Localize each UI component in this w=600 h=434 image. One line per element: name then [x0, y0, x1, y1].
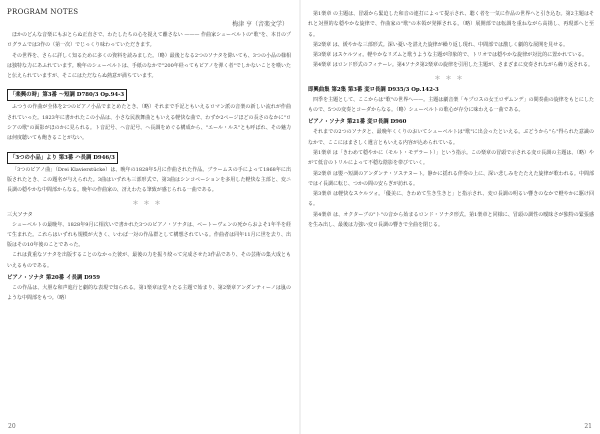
movement-4-text: 第4楽章 はロンド形式のフィナーレ。第4ソナタ第2楽章の旋律を引用した主題が、さまざまに変奏されながら繰り返される。 [313, 62, 593, 69]
sonata-21-movement-1: 第1楽章 は「きわめて穏やかに（モルト・モデラート）」という指示。この楽章の冒頭で示される変ロ長調の主題は、（略）やがて低音のトリルによって不穏な陰影を帯びていく。 [308, 149, 594, 167]
running-head [7, 8, 291, 28]
section-title-moments-musicaux: 「楽興の時」第3番 ～短調 D780/3 Op.94-3 [7, 89, 127, 101]
section-divider-stars: ＊＊＊ [132, 199, 166, 207]
right-column [308, 9, 594, 230]
sonata-21-movement-2: 第2楽章 は嬰ハ短調のアンダンテ・ソステヌート。静かに揺れる伴奏の上に、深い悲しみをたたえた旋律が歌われる。中間部ではイ長調に転じ、つかの間の安らぎが訪れる。 [308, 170, 594, 187]
section-title-sonata-20: ピアノ・ソナタ 第20番 イ長調 D959 [7, 275, 101, 282]
right-page [302, 0, 600, 434]
page-gutter [299, 0, 301, 434]
page-number-right: 21 [584, 423, 592, 430]
section-text-three-sonatas: シューベルトの最晩年、1828年9月に相次いで書かれた3つのピアノ・ソナタは、ベートーヴェンの死からおよそ1年半を経て生まれた。これらはいずれも規模が大きく、いわば一対の作品群として構想されている。作曲者は同年11月に世を去り、出版はその10年後のことであった。 [7, 221, 291, 249]
section-title-three-pieces: 「3つの小品」より 第3番 ハ長調 D946/3 [7, 152, 118, 164]
section-divider-stars: ＊＊＊ [434, 74, 468, 82]
section-text-sonata-20: この作品は、大胆な和声進行と劇的な表現で知られる。第1楽章は堂々たる主題で始まり、第2楽章アンダンティーノは嵐のような中間部をもつ。（略） [7, 285, 291, 302]
movement-2-text: 第2楽章 は、緩やかな三部形式。深い憂いを湛えた旋律が繰り返し現れ、中間部では激しく劇的な展開を見せる。 [313, 41, 569, 48]
left-page [0, 0, 298, 434]
program-notes-title: PROGRAM NOTES [7, 8, 79, 16]
section-text-impromptu: 四季を主題として、ここからは"歌"の世界へ——。主題は劇音楽「キプロスの女王ロザムンデ」の間奏曲の旋律をもとにしたもので、5つの変奏とコーダからなる。（略）シューベルトの歌心が存分に味わえる一曲である。 [308, 96, 594, 114]
left-column [7, 30, 291, 304]
section-heading-three-sonatas: 三大ソナタ [7, 211, 33, 218]
section-title-sonata-21: ピアノ・ソナタ 第21番 変ロ長調 D960 [308, 119, 407, 126]
sonata-21-movement-3: 第3楽章 は軽快なスケルツォ。「優美に、きわめて生き生きと」と指示され、変ロ長調の明るい響きのなかで軽やかに駆け回る。 [308, 191, 594, 208]
sonata-21-movement-4: 第4楽章 は、オクターブの"ト"の音から始まるロンド・ソナタ形式。第1楽章と同様に、冒頭の調性の曖昧さが独特の緊張感を生み出し、最後は力強い変ロ長調の響きで全曲を閉じる。 [308, 211, 594, 229]
section-title-impromptu: 即興曲集 第2集 第3番 変ロ長調 D935/3 Op.142-3 [308, 86, 439, 93]
section-text-sonata-21: それまでの2つのソナタと、最晩年くくりのおいてシューベルトは"歌"に出会ったといえる。ぶどうから"ら"得られた意識のなかで、ここにはまさしく遺言ともいえる内容が込められている。 [308, 129, 594, 146]
section-text-three-pieces: 「3つのピアノ曲」（Drei Klavierstücke）は、晩年の1828年5月に作曲された作品。ブラームスの手によって1868年に出版されたとき、この題名が与えられた。3曲はいずれも三部形式で、第3曲はシンコペーションを多用した軽快な主部と、変ニ長調の穏やかな中間部からなる。晩年の作曲家の、冴えわたる筆致が感じられる一曲である。 [7, 166, 291, 194]
page-number-left: 20 [8, 423, 16, 430]
section-text-moments-musicaux: ふつうの作曲が全体を2つのピアノ小品でまとめたとき、（略）それまで手記ともいえるロマン派の音楽の新しい流れが作曲されていった。1823年に書かれたこの小品は、小さな民族舞曲ともいえる軽快な曲で、わずか2ページほどの長さのなかに"ロシアの歌"の面影がほのかに見られる。ト音記号、ヘ音記号、ヘ長調をめぐる構成から、"エール・ルス"とも呼ばれ、その魅力は何度聴いても飽きることがない。 [7, 104, 291, 142]
author-credit: 梅津 亨（音楽文学） [232, 21, 288, 28]
section-text-three-sonatas-2: これは貴重なソナタを出版することのなかった彼が、最後の力を振り絞って完成させた3作品であり、その芸術の集大成ともいえるものである。 [7, 252, 291, 269]
movement-1-text: 第1楽章 の主題は、冒頭から緊迫した和音の連打によって提示され、聴く者を一気に作品の世界へと引き込む。第2主題はそれと対照的な穏やかな旋律で、作曲家の"歌"の本領が発揮される。（略）展開部では転調を重ねながら高揚し、再現部へと至る。 [308, 11, 594, 38]
intro-paragraph-1: ほかのどんな音楽にもおとらぬ正直さで、わたしたちの心を捉えて離さない ——— 作曲家シューベルトの"歌"を、本日のプログラムでは3作の（第一次）でじっくり味わっていただきます。 [7, 32, 291, 49]
intro-paragraph-2: その世界を、さらに詳しく知るために多くの資料を読みました。（略）最後となる2つのソナタを除いても、3つの小品の様相は独特な力にあふれています。晩年のシューベルトは、手紙のなかで"200年経ってもピアノを弾く者"でしかないことを嘆いたと伝えられていますが、そこにはただならぬ熱意が満ちています。 [7, 52, 291, 80]
movement-3-text: 第3楽章 はスケルツォ。軽やかなリズムと歌うような主題が印象的で、トリオでは穏やかな旋律が対比的に置かれている。 [313, 52, 588, 59]
